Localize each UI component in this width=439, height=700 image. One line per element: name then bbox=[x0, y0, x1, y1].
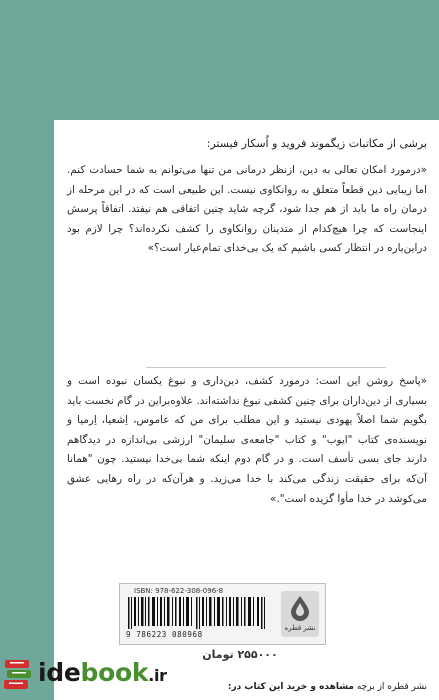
book-price: ۲۵۵۰۰۰ تومان bbox=[202, 648, 278, 661]
excerpt-heading: برشی از مکاتبات زیگموند فروید و اُسکار فیستر: bbox=[206, 137, 427, 150]
cover-left-strip bbox=[0, 120, 54, 700]
paragraph-divider bbox=[146, 367, 386, 369]
watermark-brand-text bbox=[38, 658, 167, 687]
barcode-digits: 9 786223 080968 bbox=[126, 630, 203, 639]
publisher-logo bbox=[281, 591, 319, 637]
cover-top-band bbox=[0, 0, 439, 120]
bottom-purchase-text bbox=[228, 682, 427, 692]
publisher-lead-text: نشر قطره از برچه bbox=[356, 682, 427, 692]
publisher-logo-name: نشر قطره bbox=[284, 624, 316, 632]
drop-logo-icon bbox=[286, 594, 314, 622]
purchase-cta-link[interactable]: مشاهده و خرید این کتاب در: bbox=[227, 682, 354, 692]
barcode-bars bbox=[128, 597, 268, 629]
book-stack-icon bbox=[2, 657, 36, 695]
excerpt-paragraph-1: «درمورد امکان تعالی به دین، ازنظر درمانی من تنها می‌توانم به شما حسادت کنم. اما زیبایی دین قطعاً متعلق به روانکاوی نیست. این طبیعی است که در این مرحله از درمان راه ما باید از هم جدا شود، گرچه شاید چنین اتفاقی هم نیفتد. اتفاقاً پرسش اینجاست که چرا هیچ‌کدام از متدینان روانکاوی را کشف نکرده‌اند؟ چرا لازم بود دراین‌باره در انتظار کسی باشیم که یک بی‌خدای تمام‌عیار است؟» bbox=[67, 164, 427, 255]
idebook-watermark[interactable] bbox=[2, 652, 170, 698]
isbn-barcode-box bbox=[119, 583, 326, 645]
isbn-label: ISBN: 978-622-308-096-8 bbox=[134, 587, 224, 595]
excerpt-paragraph-2: «پاسخ روشن این است: درمورد کشف، دین‌داری و نبوغ یکسان نبوده است و بسیاری از دین‌داران برای چنین کشفی نبوغ نداشته‌اند. علاوه‌براین در گام نخست باید بگویم شما اصلاً یهودی نیستید و این مطلب برای من که عاموس، اِشعیا، اِرمیا و نویسنده‌ی کتاب "ایوب" و کتاب "جامعه‌ی سلیمان" ارزشی بی‌اندازه در دیدگاهم دارند جای بسی تأسف است. و در گام دوم اینکه شما بی‌خدا نیستید. چون "همانا آن‌که برای حقیقت زندگی می‌کند با خدا می‌زید. و هرآن‌که در راه رهایی عشق می‌کوشد در خدا مأوا گزیده است".» bbox=[67, 375, 427, 505]
brand-part-book: book bbox=[80, 658, 149, 687]
brand-part-ide: ide bbox=[38, 658, 81, 687]
brand-part-ir: .ir bbox=[148, 666, 167, 685]
